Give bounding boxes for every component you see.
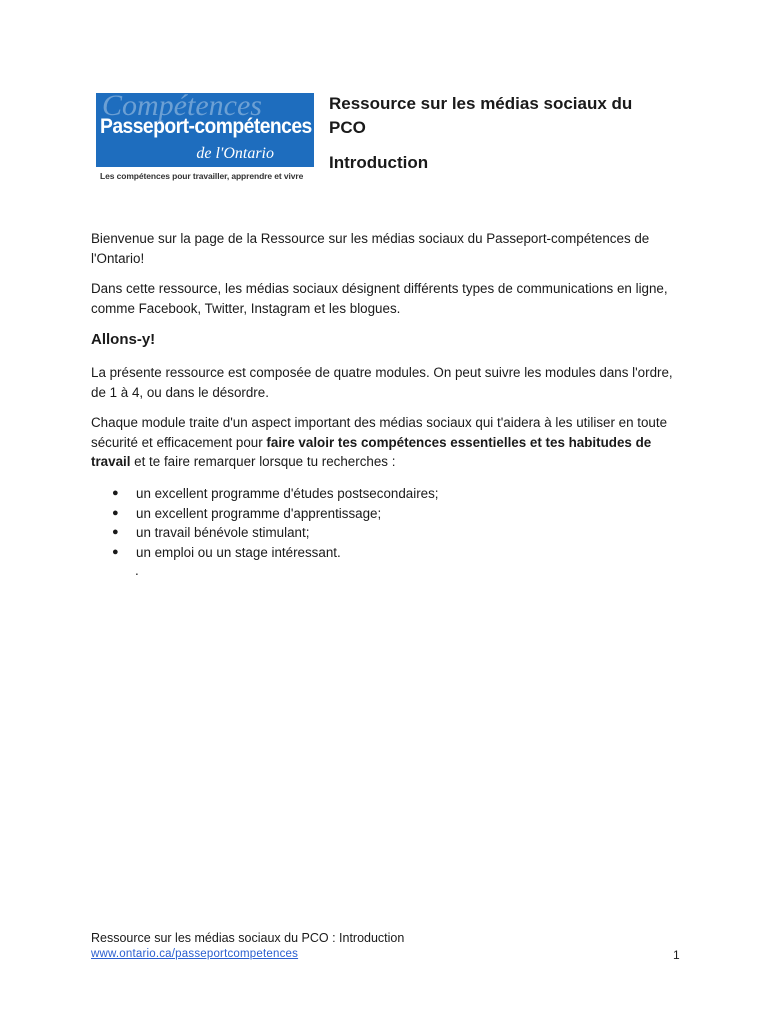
trailing-period: . (135, 563, 139, 578)
page-title: Ressource sur les médias sociaux du PCO (329, 94, 633, 137)
definition-paragraph: Dans cette ressource, les médias sociaux désignent différents types de communications en ligne, comme Facebook, Twitter, Instagram et les blogues. (91, 281, 668, 316)
list-item (112, 504, 439, 524)
bullet-icon: ● (112, 506, 119, 519)
list-item-text: un travail bénévole stimulant; (136, 525, 310, 540)
list-item (112, 523, 439, 543)
p4-bold-text: faire valoir tes compétences essentielles et tes habitudes de travail (91, 434, 652, 469)
bullet-icon: ● (112, 545, 119, 558)
module-aspect-paragraph (91, 413, 681, 472)
section-heading: Allons-y! (91, 331, 156, 348)
logo-banner (96, 93, 314, 167)
bullet-icon: ● (112, 526, 119, 538)
list-item (112, 484, 439, 504)
goals-list (112, 484, 439, 562)
list-item-text: un emploi ou un stage intéressant. (136, 544, 341, 560)
page-subtitle: Introduction (329, 153, 429, 172)
list-item-text: un excellent programme d'études postsecondaires; (136, 486, 439, 501)
p4-text-end: et te faire remarquer lorsque tu recherches : (130, 454, 396, 469)
passeport-competences-logo (96, 93, 314, 185)
page-number: 1 (673, 948, 680, 962)
logo-tagline: Les compétences pour travailler, apprendre et vivre (100, 171, 304, 181)
logo-sub-text: de l'Ontario (196, 145, 274, 162)
modules-paragraph: La présente ressource est composée de quatre modules. On peut suivre les modules dans l'ordre, de 1 à 4, ou dans le désordre. (91, 365, 673, 400)
footer-title: Ressource sur les médias sociaux du PCO : Introduction (91, 931, 405, 945)
list-item-text: un excellent programme d'apprentissage; (136, 505, 382, 521)
welcome-paragraph: Bienvenue sur la page de la Ressource sur les médias sociaux du Passeport-compétences de l'Ontario! (91, 231, 650, 266)
bullet-icon: ● (112, 487, 119, 499)
p4-text-start: Chaque module traite d'un aspect important des médias sociaux qui t'aidera à les utiliser en toute sécurité et efficacement pour (91, 415, 668, 450)
list-item (112, 543, 439, 563)
logo-main-text: Passeport-compétences (100, 115, 312, 138)
footer-website-link[interactable]: www.ontario.ca/passeportcompetences (91, 948, 299, 960)
logo-ghost-text: Compétences (102, 93, 262, 122)
